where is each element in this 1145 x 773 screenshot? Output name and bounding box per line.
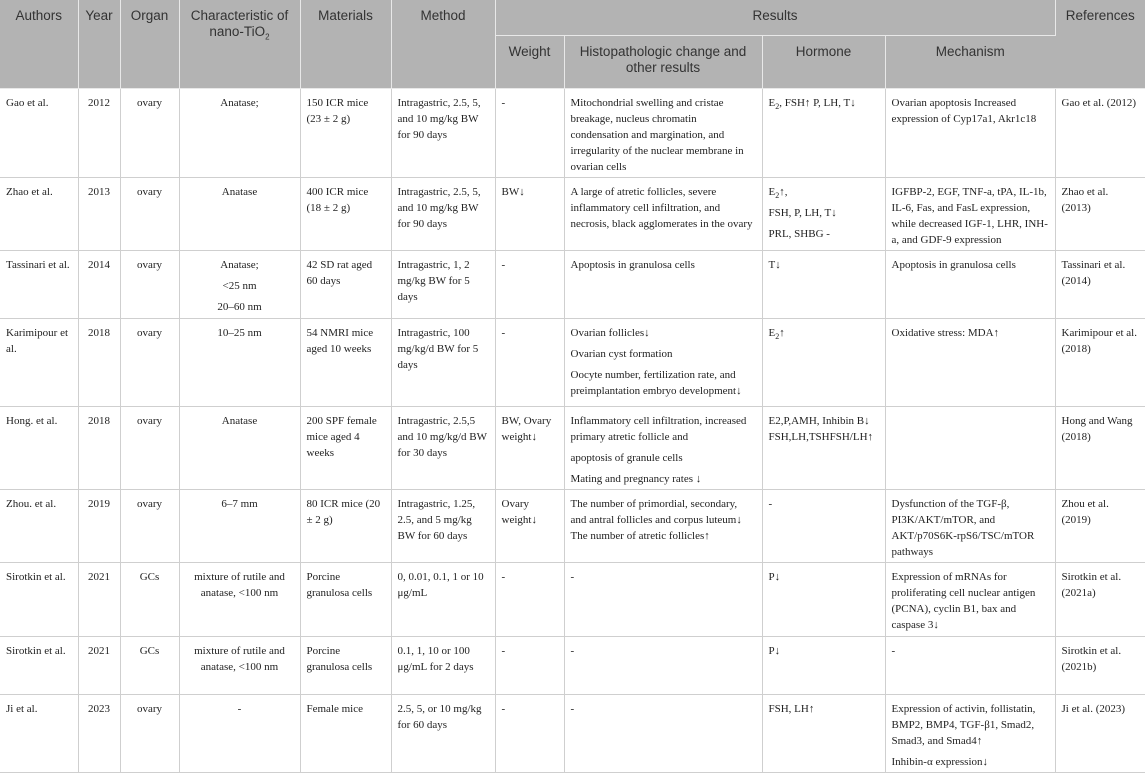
mechanism-line: Oxidative stress: MDA↑ xyxy=(891,327,1000,339)
histopathology-line: - xyxy=(570,645,575,657)
cell-method: Intragastric, 100 mg/kg/d BW for 5 days xyxy=(391,319,495,407)
cell-materials: Porcine granulosa cells xyxy=(300,637,391,695)
cell-references: Zhao et al. (2013) xyxy=(1055,178,1145,251)
cell-authors: Sirotkin et al. xyxy=(0,563,78,637)
histopathology-line: A large of atretic follicles, severe inflammatory cell infiltration, and necrosis, black agglomerates in the ovary xyxy=(570,186,753,230)
mechanism-line: Ovarian apoptosis Increased expression of Cyp17a1, Akr1c18 xyxy=(891,97,1037,125)
hormone-text: ↑, xyxy=(779,186,788,198)
characteristic-line: mixture of rutile and anatase, <100 nm xyxy=(194,645,285,673)
cell-hormone xyxy=(762,407,885,490)
histopathology-line: - xyxy=(570,571,575,583)
cell-year: 2019 xyxy=(78,490,120,563)
hormone-line xyxy=(769,226,879,242)
cell-hormone xyxy=(762,563,885,637)
cell-authors: Karimipour et al. xyxy=(0,319,78,407)
cell-histopathology xyxy=(564,637,762,695)
mechanism-line: Apoptosis in granulosa cells xyxy=(891,259,1016,271)
cell-mechanism xyxy=(885,178,1055,251)
header-characteristic-subscript: 2 xyxy=(265,32,270,42)
histopathology-line: - xyxy=(570,703,575,715)
cell-mechanism xyxy=(885,407,1055,490)
cell-method: Intragastric, 2.5, 5, and 10 mg/kg BW for 90 days xyxy=(391,89,495,178)
header-references: References xyxy=(1055,0,1145,89)
cell-hormone xyxy=(762,319,885,407)
cell-organ: GCs xyxy=(120,563,179,637)
characteristic-line: <25 nm xyxy=(222,280,257,292)
cell-year: 2012 xyxy=(78,89,120,178)
table-header xyxy=(0,0,1145,89)
hormone-line xyxy=(769,205,879,221)
cell-authors: Zhou. et al. xyxy=(0,490,78,563)
table-row xyxy=(0,89,1145,178)
cell-organ: ovary xyxy=(120,695,179,773)
cell-method: 0, 0.01, 0.1, 1 or 10 μg/mL xyxy=(391,563,495,637)
hormone-text: FSH, P, LH, T↓ xyxy=(768,207,837,219)
cell-mechanism xyxy=(885,251,1055,319)
header-characteristic-text: Characteristic of nano-TiO xyxy=(190,8,289,39)
hormone-text: P↓ xyxy=(768,645,781,657)
cell-organ: GCs xyxy=(120,637,179,695)
cell-histopathology xyxy=(564,251,762,319)
cell-year: 2021 xyxy=(78,637,120,695)
characteristic-line: 6–7 mm xyxy=(221,498,258,510)
header-histo: Histopathologic change and other results xyxy=(564,36,762,89)
characteristic-line: - xyxy=(237,703,242,715)
hormone-line xyxy=(769,184,879,200)
header-materials: Materials xyxy=(300,0,391,89)
cell-references: Ji et al. (2023) xyxy=(1055,695,1145,773)
hormone-line xyxy=(769,569,879,585)
cell-characteristic xyxy=(179,695,300,773)
histopathology-line: Oocyte number, fertilization rate, and preimplantation embryo development↓ xyxy=(570,369,742,397)
table-row xyxy=(0,407,1145,490)
cell-characteristic xyxy=(179,319,300,407)
cell-method: Intragastric, 1, 2 mg/kg BW for 5 days xyxy=(391,251,495,319)
cell-method: 2.5, 5, or 10 mg/kg for 60 days xyxy=(391,695,495,773)
table-row xyxy=(0,490,1145,563)
characteristic-line: Anatase; xyxy=(220,259,259,271)
cell-authors: Zhao et al. xyxy=(0,178,78,251)
header-mechanism: Mechanism xyxy=(885,36,1055,89)
cell-mechanism xyxy=(885,319,1055,407)
histopathology-line: Inflammatory cell infiltration, increased primary atretic follicle and xyxy=(570,415,747,443)
cell-mechanism xyxy=(885,490,1055,563)
cell-references: Hong and Wang (2018) xyxy=(1055,407,1145,490)
cell-year: 2021 xyxy=(78,563,120,637)
table-row xyxy=(0,695,1145,773)
cell-method: Intragastric, 1.25, 2.5, and 5 mg/kg BW for 60 days xyxy=(391,490,495,563)
cell-materials: Female mice xyxy=(300,695,391,773)
cell-histopathology xyxy=(564,407,762,490)
cell-characteristic xyxy=(179,89,300,178)
cell-weight: BW, Ovary weight↓ xyxy=(495,407,564,490)
cell-authors: Ji et al. xyxy=(0,695,78,773)
histopathology-line: Ovarian cyst formation xyxy=(570,348,673,360)
cell-materials: 54 NMRI mice aged 10 weeks xyxy=(300,319,391,407)
cell-histopathology xyxy=(564,490,762,563)
mechanism-line: Expression of mRNAs for proliferating cell nuclear antigen (PCNA), cyclin B1, bax and caspase 3↓ xyxy=(891,571,1036,631)
cell-weight: - xyxy=(495,319,564,407)
hormone-line xyxy=(769,413,879,445)
cell-organ: ovary xyxy=(120,251,179,319)
cell-method: Intragastric, 2.5, 5, and 10 mg/kg BW for 90 days xyxy=(391,178,495,251)
hormone-subscript: 2 xyxy=(775,102,780,112)
hormone-text: PRL, SHBG - xyxy=(768,228,830,240)
cell-weight: - xyxy=(495,89,564,178)
histopathology-line: Mating and pregnancy rates ↓ xyxy=(570,473,702,485)
cell-organ: ovary xyxy=(120,319,179,407)
header-method: Method xyxy=(391,0,495,89)
cell-mechanism xyxy=(885,563,1055,637)
hormone-subscript: 2 xyxy=(775,191,780,201)
cell-hormone xyxy=(762,490,885,563)
hormone-line xyxy=(769,325,879,341)
hormone-text: ↑ xyxy=(779,327,785,339)
cell-method: Intragastric, 2.5,5 and 10 mg/kg/d BW for 30 days xyxy=(391,407,495,490)
cell-hormone xyxy=(762,695,885,773)
table-body xyxy=(0,89,1145,773)
table-row xyxy=(0,178,1145,251)
cell-organ: ovary xyxy=(120,490,179,563)
cell-references: Sirotkin et al. (2021b) xyxy=(1055,637,1145,695)
cell-organ: ovary xyxy=(120,178,179,251)
cell-hormone xyxy=(762,89,885,178)
cell-weight: BW↓ xyxy=(495,178,564,251)
cell-characteristic xyxy=(179,407,300,490)
hormone-line xyxy=(769,95,879,111)
cell-characteristic xyxy=(179,563,300,637)
cell-mechanism xyxy=(885,89,1055,178)
cell-characteristic xyxy=(179,251,300,319)
cell-materials: Porcine granulosa cells xyxy=(300,563,391,637)
characteristic-line: 10–25 nm xyxy=(217,327,262,339)
cell-year: 2013 xyxy=(78,178,120,251)
hormone-text: FSH, LH↑ xyxy=(768,703,815,715)
mechanism-line: Inhibin-α expression↓ xyxy=(891,756,988,768)
cell-materials: 150 ICR mice (23 ± 2 g) xyxy=(300,89,391,178)
mechanism-line: Dysfunction of the TGF-β, PI3K/AKT/mTOR, and AKT/p70S6K-rpS6/TSC/mTOR pathways xyxy=(891,498,1035,558)
cell-characteristic xyxy=(179,178,300,251)
table-row xyxy=(0,319,1145,407)
cell-weight: - xyxy=(495,563,564,637)
cell-histopathology xyxy=(564,89,762,178)
table-row xyxy=(0,563,1145,637)
cell-hormone xyxy=(762,251,885,319)
hormone-text: E xyxy=(768,97,776,109)
histopathology-line: apoptosis of granule cells xyxy=(570,452,683,464)
characteristic-line: Anatase; xyxy=(220,97,259,109)
cell-organ: ovary xyxy=(120,89,179,178)
cell-characteristic xyxy=(179,490,300,563)
cell-weight: - xyxy=(495,695,564,773)
cell-authors: Hong. et al. xyxy=(0,407,78,490)
characteristic-line: mixture of rutile and anatase, <100 nm xyxy=(194,571,285,599)
cell-materials: 400 ICR mice (18 ± 2 g) xyxy=(300,178,391,251)
hormone-text: T↓ xyxy=(768,259,781,271)
cell-histopathology xyxy=(564,319,762,407)
header-authors: Authors xyxy=(0,0,78,89)
histopathology-line: Ovarian follicles↓ xyxy=(570,327,650,339)
cell-authors: Tassinari et al. xyxy=(0,251,78,319)
hormone-text: E xyxy=(768,186,776,198)
cell-year: 2018 xyxy=(78,319,120,407)
characteristic-line: 20–60 nm xyxy=(217,301,262,313)
characteristic-line: Anatase xyxy=(221,186,258,198)
cell-organ: ovary xyxy=(120,407,179,490)
hormone-subscript: 2 xyxy=(775,332,780,342)
hormone-line xyxy=(769,701,879,717)
cell-histopathology xyxy=(564,563,762,637)
table-row xyxy=(0,637,1145,695)
cell-references: Tassinari et al. (2014) xyxy=(1055,251,1145,319)
hormone-text: E2,P,AMH, Inhibin B↓ FSH,LH,TSHFSH/LH↑ xyxy=(768,415,874,443)
cell-references: Zhou et al. (2019) xyxy=(1055,490,1145,563)
hormone-line xyxy=(769,496,879,512)
cell-weight: - xyxy=(495,251,564,319)
cell-mechanism xyxy=(885,637,1055,695)
histopathology-line: Mitochondrial swelling and cristae breakage, nucleus chromatin condensation and margination, and irregularity of the nuclear membrane in ovarian cells xyxy=(570,97,744,173)
histopathology-line: Apoptosis in granulosa cells xyxy=(570,259,695,271)
cell-method: 0.1, 1, 10 or 100 μg/mL for 2 days xyxy=(391,637,495,695)
mechanism-line: IGFBP-2, EGF, TNF-a, tPA, IL-1b, IL-6, Fas, and FasL expression, while decreased IGF-1, LHR, INH-a, and GDF-9 expression xyxy=(891,186,1048,246)
mechanism-line: Expression of activin, follistatin, BMP2, BMP4, TGF-β1, Smad2, Smad3, and Smad4↑ xyxy=(891,703,1036,747)
cell-materials: 200 SPF female mice aged 4 weeks xyxy=(300,407,391,490)
cell-weight: Ovary weight↓ xyxy=(495,490,564,563)
header-results: Results xyxy=(495,0,1055,36)
hormone-text: E xyxy=(768,327,776,339)
cell-references: Gao et al. (2012) xyxy=(1055,89,1145,178)
hormone-text: P↓ xyxy=(768,571,781,583)
hormone-line xyxy=(769,643,879,659)
cell-hormone xyxy=(762,637,885,695)
mechanism-line: - xyxy=(891,645,896,657)
cell-characteristic xyxy=(179,637,300,695)
cell-references: Sirotkin et al. (2021a) xyxy=(1055,563,1145,637)
hormone-text: , FSH↑ P, LH, T↓ xyxy=(779,97,856,109)
header-hormone: Hormone xyxy=(762,36,885,89)
cell-year: 2014 xyxy=(78,251,120,319)
cell-materials: 80 ICR mice (20 ± 2 g) xyxy=(300,490,391,563)
characteristic-line: Anatase xyxy=(221,415,258,427)
header-organ: Organ xyxy=(120,0,179,89)
table-row xyxy=(0,251,1145,319)
cell-materials: 42 SD rat aged 60 days xyxy=(300,251,391,319)
histopathology-line: The number of primordial, secondary, and antral follicles and corpus luteum↓ The number of atretic follicles↑ xyxy=(570,498,742,542)
cell-authors: Gao et al. xyxy=(0,89,78,178)
header-year: Year xyxy=(78,0,120,89)
header-weight: Weight xyxy=(495,36,564,89)
cell-references: Karimipour et al. (2018) xyxy=(1055,319,1145,407)
cell-year: 2023 xyxy=(78,695,120,773)
cell-histopathology xyxy=(564,695,762,773)
header-characteristic xyxy=(179,0,300,89)
cell-year: 2018 xyxy=(78,407,120,490)
cell-weight: - xyxy=(495,637,564,695)
cell-hormone xyxy=(762,178,885,251)
cell-authors: Sirotkin et al. xyxy=(0,637,78,695)
hormone-line xyxy=(769,257,879,273)
cell-histopathology xyxy=(564,178,762,251)
cell-mechanism xyxy=(885,695,1055,773)
hormone-text: - xyxy=(768,498,773,510)
